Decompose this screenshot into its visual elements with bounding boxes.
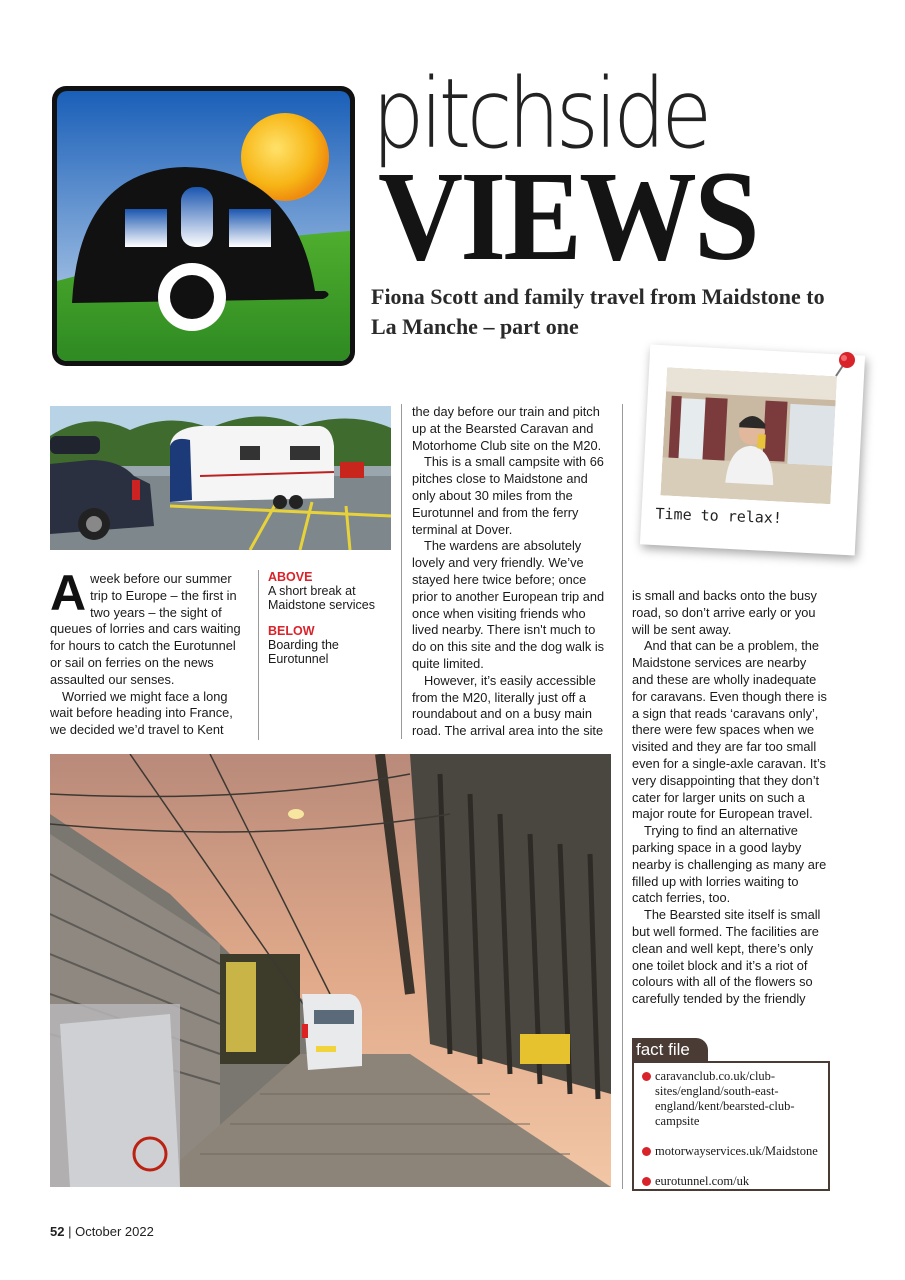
fact-file-box bbox=[632, 1038, 830, 1191]
maidstone-services-photo bbox=[50, 406, 391, 550]
body-column-3 bbox=[632, 588, 830, 1008]
column-divider bbox=[401, 404, 402, 739]
photo-captions bbox=[268, 570, 398, 678]
pushpin-icon bbox=[828, 350, 858, 382]
bullet-icon bbox=[642, 1147, 651, 1156]
drop-cap: A bbox=[50, 565, 87, 621]
caravan-logo-icon bbox=[57, 91, 350, 361]
fact-file-links bbox=[632, 1061, 830, 1191]
body-column-1 bbox=[50, 565, 246, 739]
body-paragraph: the day before our train and pitch up at the Bearsted Caravan and Motorhome Club site on the M20. bbox=[412, 404, 602, 453]
issue-date: October 2022 bbox=[75, 1224, 154, 1239]
polaroid-caption: Time to relax! bbox=[655, 504, 783, 528]
fact-file-link[interactable]: caravanclub.co.uk/club-sites/england/south-east-england/kent/bearsted-club-campsite bbox=[642, 1069, 820, 1129]
bullet-icon bbox=[642, 1177, 651, 1186]
body-paragraph: However, it’s easily accessible from the M20, literally just off a roundabout and on a busy main road. The arrival area into the site bbox=[412, 672, 604, 739]
body-paragraph: is small and backs onto the busy road, so don’t arrive early or you will be sent away. bbox=[632, 588, 817, 637]
body-paragraph: Aweek before our summer trip to Europe – the first in two years – the sight of queues of lorries and cars waiting for hours to catch the Eurotunnel or sail on ferries on the news assaulted our senses. bbox=[50, 565, 241, 687]
body-paragraph: And that can be a problem, the Maidstone services are nearby and these are wholly inadequate for caravans. Even though there is a sign that reads ‘caravans only’, there were few spaces when we visited and they are far too small even for a single-axle caravan. It’s very disappointing that they don’t cater for larger units on such a major route for European travel. bbox=[632, 638, 827, 822]
column-divider bbox=[622, 404, 623, 1189]
title-pitchside: pitchside bbox=[372, 58, 708, 170]
body-paragraph: Worried we might face a long wait before heading into France, we decided we’d travel to Kent bbox=[50, 688, 233, 738]
child-in-caravan-photo bbox=[661, 367, 837, 504]
caption-below-text: Boarding the Eurotunnel bbox=[268, 638, 339, 666]
column-divider bbox=[258, 570, 259, 740]
page-footer bbox=[50, 1224, 154, 1239]
body-paragraph: Trying to find an alternative parking space in a good layby nearby is challenging as many are filled up with lorries waiting to catch ferries, too. bbox=[632, 823, 827, 906]
page-number: 52 bbox=[50, 1224, 65, 1239]
body-paragraph: This is a small campsite with 66 pitches close to Maidstone and only about 30 miles from the Eurotunnel and from the ferry terminal at Dover. bbox=[412, 454, 604, 537]
body-paragraph: The Bearsted site itself is small but well formed. The facilities are clean and well kept, there’s only one toilet block and it’s a riot of colours with all of the flowers so carefully tended by the friendly bbox=[632, 907, 821, 1007]
caption-above bbox=[268, 570, 398, 612]
boarding-eurotunnel-photo bbox=[50, 754, 611, 1187]
pitchside-views-logo bbox=[52, 86, 355, 366]
footer-separator: | bbox=[64, 1224, 76, 1239]
standfirst: Fiona Scott and family travel from Maidstone to La Manche – part one bbox=[371, 284, 825, 339]
caption-below bbox=[268, 624, 398, 666]
caption-below-label: BELOW bbox=[268, 624, 315, 638]
caption-above-text: A short break at Maidstone services bbox=[268, 584, 375, 612]
bullet-icon bbox=[642, 1072, 651, 1081]
body-column-2 bbox=[412, 404, 610, 740]
caption-above-label: ABOVE bbox=[268, 570, 313, 584]
fact-file-link[interactable]: motorwayservices.uk/Maidstone bbox=[642, 1144, 820, 1159]
fact-file-link[interactable]: eurotunnel.com/uk bbox=[642, 1174, 820, 1189]
title-views: VIEWS bbox=[378, 145, 757, 287]
fact-file-label: fact file bbox=[632, 1038, 708, 1061]
body-paragraph: The wardens are absolutely lovely and very friendly. We’ve stayed here twice before; once prior to another European trip and once when visiting friends who lived nearby. There isn't much to do on this site and the dog walk is quite limited. bbox=[412, 538, 605, 671]
